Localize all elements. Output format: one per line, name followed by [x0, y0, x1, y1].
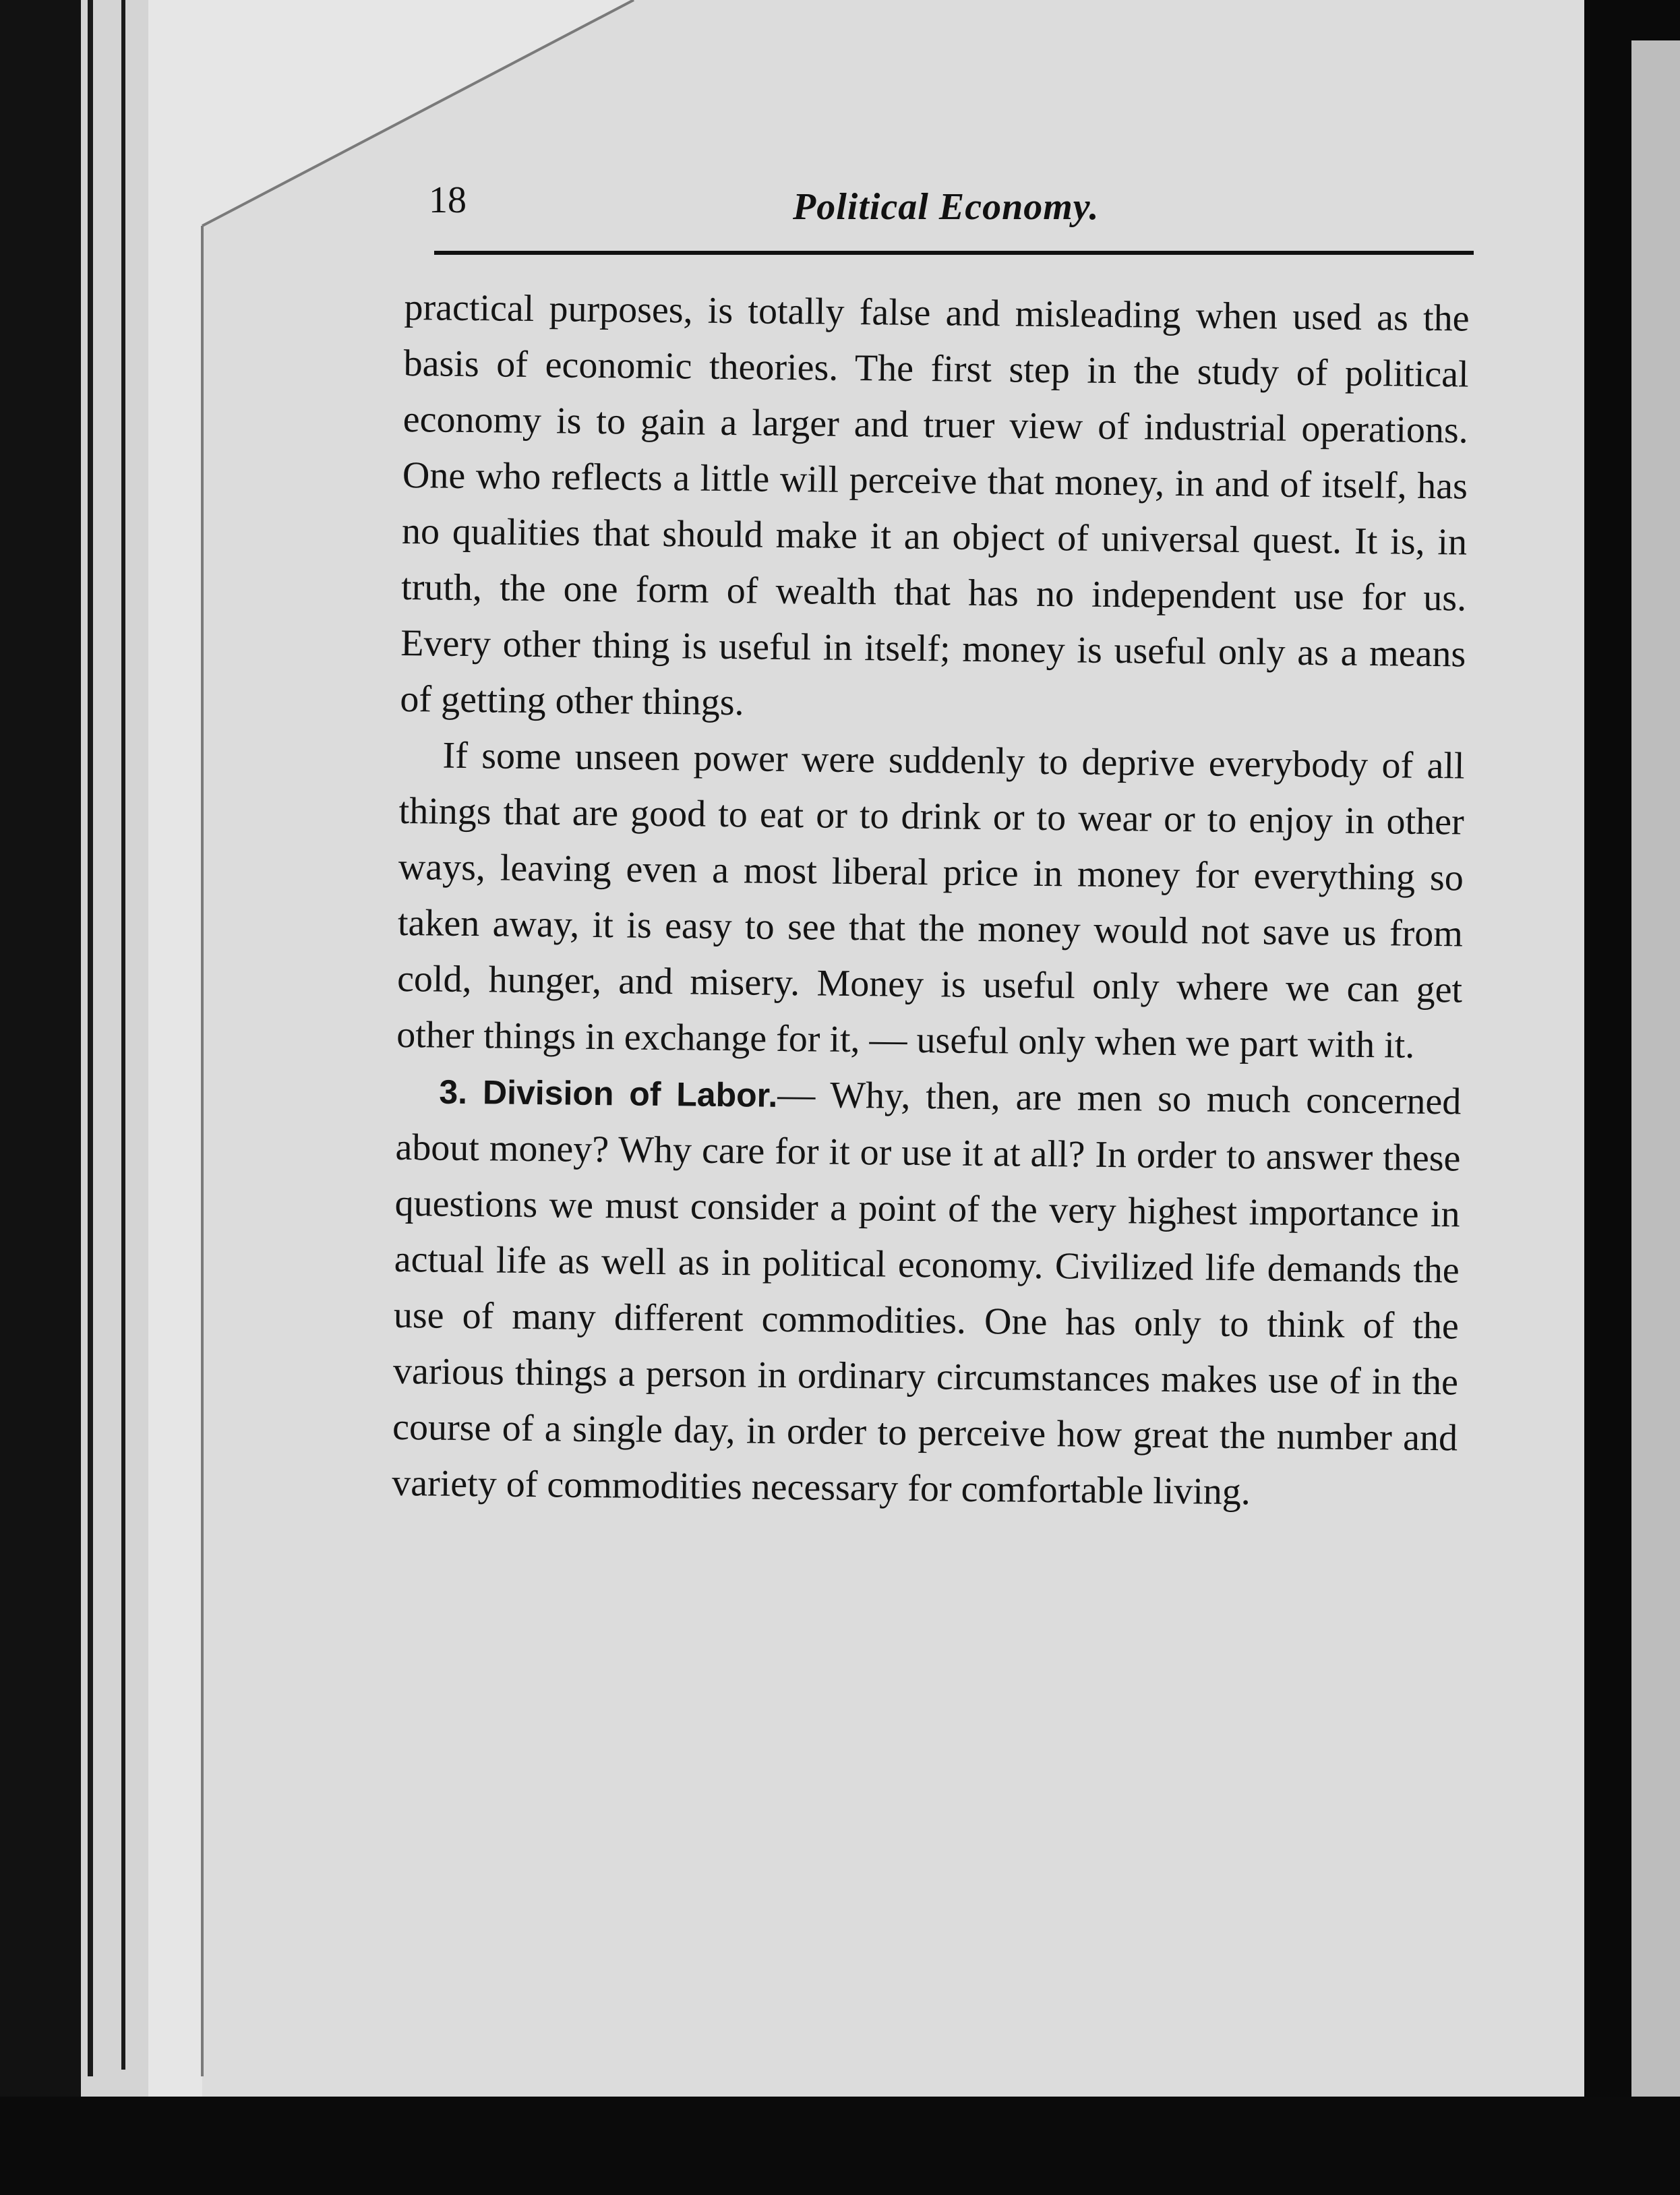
paragraph: If some unseen power were suddenly to deprive everybody of all things that are good to eat or to drink or to wear or to enjoy in other ways, leaving even a most liberal price in money for everything so taken away, it is easy to see that the money would not save us from cold, hunger, and misery. Money is useful only where we can get other things in exchange for it, — useful only when we part with it. [396, 734, 1465, 1066]
section-title: Division of Labor. [482, 1073, 778, 1114]
bottom-edge [0, 2097, 1680, 2195]
page-header [429, 172, 1474, 239]
binding-line [88, 0, 93, 2076]
body-text [392, 280, 1470, 1522]
section-number: 3. [439, 1073, 468, 1112]
header-rule [434, 251, 1474, 255]
page-number: 18 [429, 179, 467, 221]
binding-line [121, 0, 125, 2070]
next-page-edge [1631, 40, 1680, 2184]
running-title: Political Economy. [793, 186, 1100, 228]
section-paragraph [392, 1063, 1462, 1523]
paragraph: practical purposes, is totally false and misleading when used as the basis of economic theories. The first step in the study of political economy is to gain a larger and truer view of industrial operations. One who reflects a little will perceive that money, in and of itself, has no qualities that should make it an object of universal quest. It is, in truth, the one form of wealth that has no independent use for us. Every other thing is useful in itself; money is useful only as a means of getting other things. [400, 286, 1470, 724]
section-text: — Why, then, are men so much concerned about money? Why care for it or use it at all? In order to answer these questions we must consider a point of the very highest importance in actual life as well as in political economy. Civilized life demands the use of many different commodities. One has only to think of the various things a person in ordinary circumstances makes use of in the course of a single day, in order to perceive how great the number and variety of commodities necessary for comfortable living. [391, 1073, 1462, 1513]
